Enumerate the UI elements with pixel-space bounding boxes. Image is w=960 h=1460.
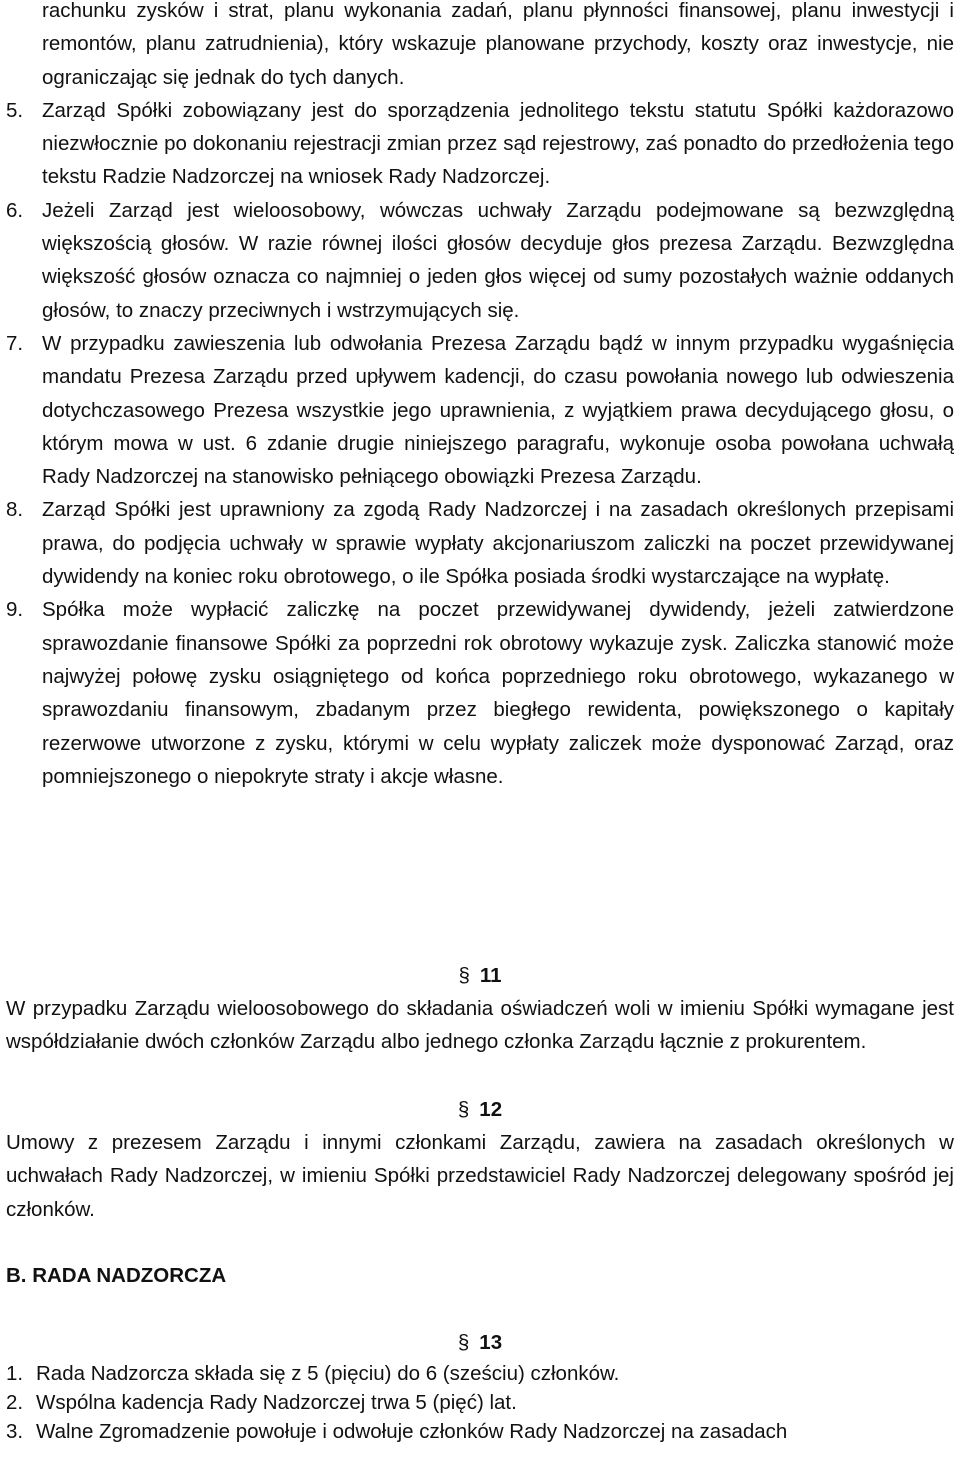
list-item-number: 6. [6, 198, 24, 222]
section-heading [6, 1093, 954, 1126]
section-13 [6, 1326, 954, 1446]
list-item-text: Zarząd Spółki zobowiązany jest do sporządzenia jednolitego tekstu statutu Spółki każdorazowo niezwłocznie po dokonaniu rejestracji zmian przez sąd rejestrowy, zaś ponadto do przedłożenia tego tekstu Radzie Nadzorczej na wniosek Rady Nadzorczej. [42, 98, 954, 189]
list-item-13-3 [6, 1417, 954, 1446]
list-item-number: 8. [6, 498, 24, 522]
list-item-number: 9. [6, 598, 24, 622]
list-item-text: W przypadku zawieszenia lub odwołania Prezesa Zarządu bądź w innym przypadku wygaśnięcia mandatu Prezesa Zarządu przed upływem kadencji, do czasu powołania nowego lub odwieszenia dotychczasowego Prezesa wszystkie jego uprawnienia, z wyjątkiem prawa decydującego głosu, o którym mowa w ust. 6 zdanie drugie niniejszego paragrafu, wykonuje osoba powołana uchwałą Rady Nadzorczej na stanowisko pełniącego obowiązki Prezesa Zarządu. [42, 331, 954, 489]
list-item-continuation [6, 0, 954, 94]
list-item-text: Zarząd Spółki jest uprawniony za zgodą Rady Nadzorczej i na zasadach określonych przepisami prawa, do podjęcia uchwały w sprawie wypłaty akcjonariuszom zaliczki na poczet przewidywanej dywidendy na koniec roku obrotowego, o ile Spółka posiada środki wystarczające na wypłatę. [42, 498, 954, 589]
part-heading: B. RADA NADZORCZA [6, 1264, 227, 1287]
list-item-number: 1. [6, 1362, 24, 1385]
list-item-13-1 [6, 1359, 954, 1388]
list-item-8 [6, 493, 954, 593]
section-symbol: § [457, 1331, 470, 1354]
list-item-number: 3. [6, 1420, 24, 1443]
list-item-text: Spółka może wypłacić zaliczkę na poczet przewidywanej dywidendy, jeżeli zatwierdzone sprawozdanie finansowe Spółki za poprzedni rok obrotowy wykazuje zysk. Zaliczka stanowić może najwyżej połowę zysku osiągniętego od końca poprzedniego roku obrotowego, wykazanego w sprawozdaniu finansowym, zbadanym przez biegłego rewidenta, powiększonego o kapitały rezerwowe utworzone z zysku, którymi w celu wypłaty zaliczek może dysponować Zarząd, oraz pomniejszonego o niepokryte straty i akcje własne. [42, 598, 954, 788]
list-item-7 [6, 327, 954, 493]
section-heading [6, 959, 954, 992]
list-item-text: Rada Nadzorcza składa się z 5 (pięciu) do 6 (sześciu) członków. [36, 1362, 620, 1385]
section-number: 12 [479, 1098, 503, 1121]
list-item-text: Jeżeli Zarząd jest wieloosobowy, wówczas uchwały Zarządu podejmowane są bezwzględną większością głosów. W razie równej ilości głosów decyduje głos prezesa Zarządu. Bezwzględna większość głosów oznacza co najmniej o jeden głos więcej od sumy pozostałych ważnie oddanych głosów, to znaczy przeciwnych i wstrzymujących się. [42, 198, 954, 322]
list-item-text: rachunku zysków i strat, planu wykonania zadań, planu płynności finansowej, planu inwestycji i remontów, planu zatrudnienia), który wskazuje planowane przychody, koszty oraz inwestycje, nie ograniczając się jednak do tych danych. [42, 0, 954, 89]
section-heading [6, 1326, 954, 1359]
list-item-9 [6, 593, 954, 793]
section-12 [6, 1093, 954, 1226]
list-item-number: 2. [6, 1391, 24, 1414]
section-text: W przypadku Zarządu wieloosobowego do składania oświadczeń woli w imieniu Spółki wymagane jest współdziałanie dwóch członków Zarządu albo jednego członka Zarządu łącznie z prokurentem. [6, 997, 954, 1054]
section-symbol: § [458, 964, 470, 987]
list-item-6 [6, 194, 954, 327]
section-symbol: § [457, 1098, 470, 1121]
zarzad-list [6, 0, 954, 793]
section-number: 11 [479, 964, 502, 987]
list-item-number: 5. [6, 98, 24, 122]
list-item-text: Walne Zgromadzenie powołuje i odwołuje członków Rady Nadzorczej na zasadach [36, 1420, 788, 1443]
list-item-5 [6, 94, 954, 194]
section-11 [6, 959, 954, 1059]
section-text: Umowy z prezesem Zarządu i innymi członkami Zarządu, zawiera na zasadach określonych w uchwałach Rady Nadzorczej, w imieniu Spółki przedstawiciel Rady Nadzorczej delegowany spośród jej członków. [6, 1131, 954, 1221]
list-item-13-2 [6, 1388, 954, 1417]
list-item-number: 7. [6, 331, 24, 355]
section-number: 13 [479, 1331, 503, 1354]
list-item-text: Wspólna kadencja Rady Nadzorczej trwa 5 (pięć) lat. [36, 1391, 517, 1414]
